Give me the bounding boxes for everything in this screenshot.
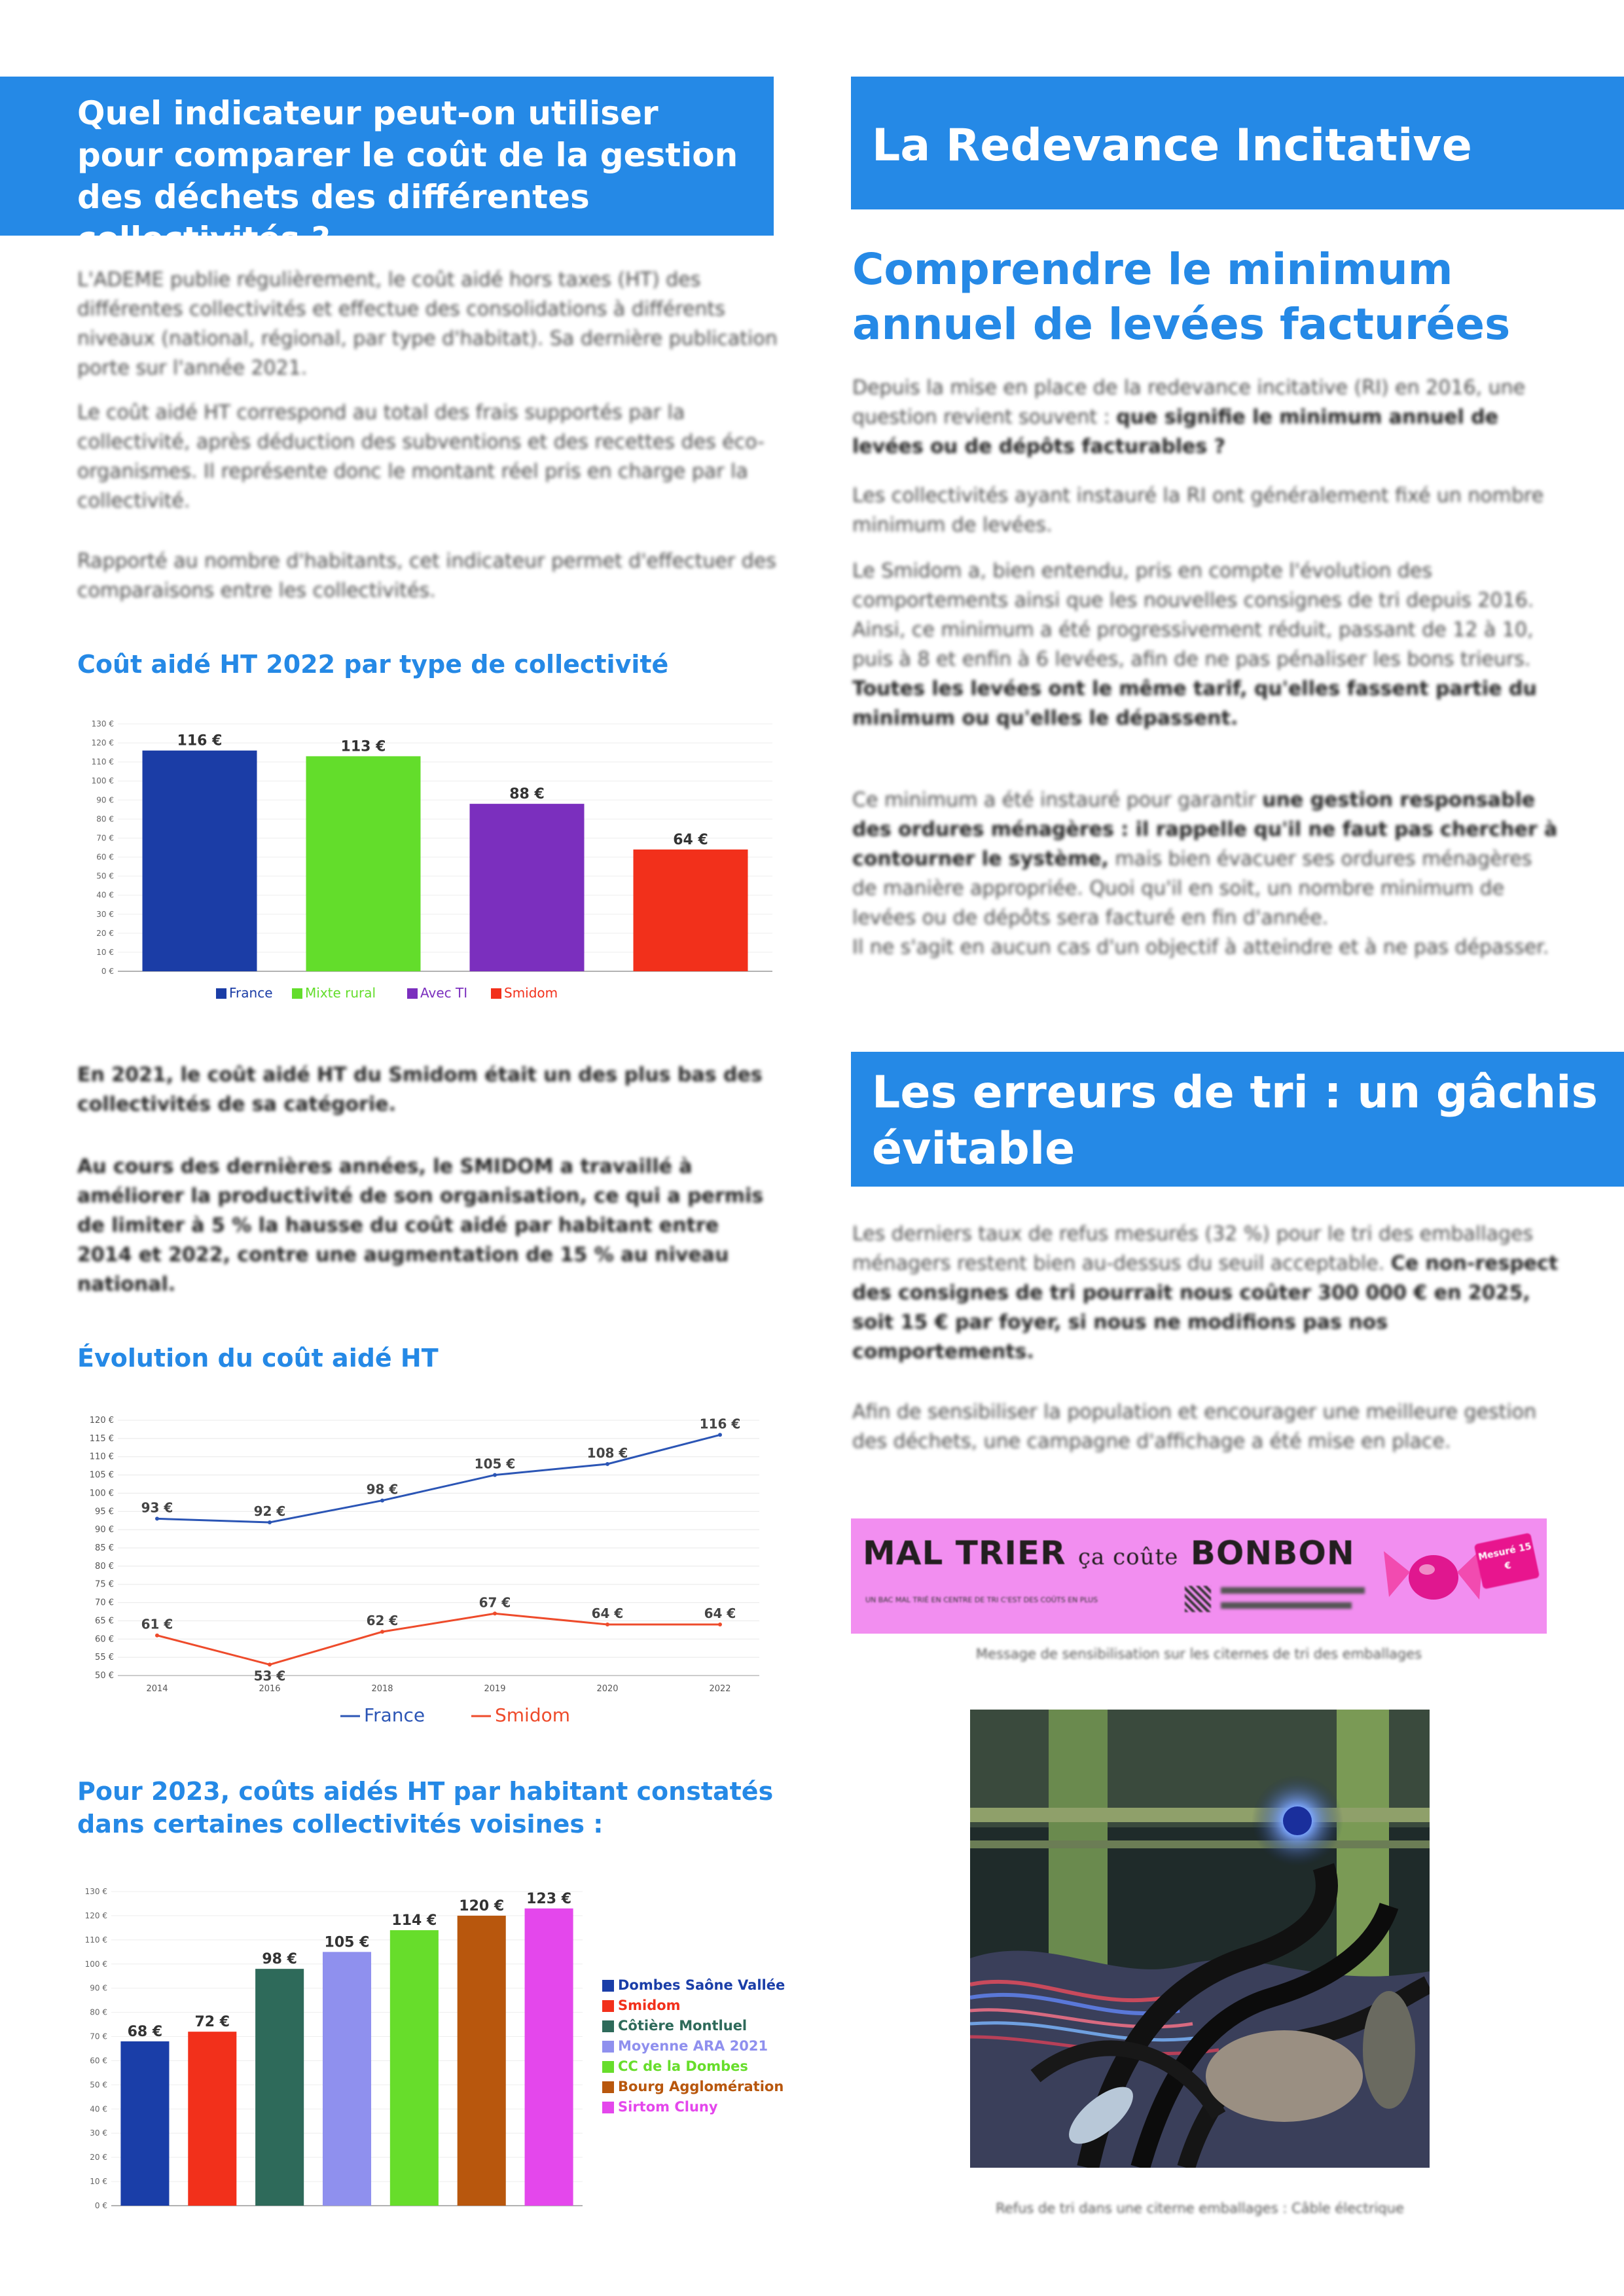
legend-swatch — [491, 988, 501, 999]
bar-avec-ti — [470, 804, 585, 971]
sensibilisation-poster — [851, 1518, 1547, 1634]
refus-bold: Ce non-respect des consignes de tri pourrait nous coûter 300 000 € en 2025, soit 15 € par foyer, si nous ne modifions pas nos comportements. — [852, 1252, 1559, 1363]
data-point — [718, 1623, 722, 1626]
y-tick-label: 80 € — [96, 814, 114, 824]
same-tariff-bold: Toutes les levées ont le même tarif, qu'elles fassent partie du minimum ou qu'elles le dépassent. — [852, 677, 1537, 730]
y-tick-label: 100 € — [91, 776, 114, 786]
garantir-paragraph — [852, 785, 1559, 962]
x-tick-label: 2018 — [371, 1684, 393, 1694]
ri-question-bold: que signifie le minimum annuel de levées ou de dépôts facturables ? — [852, 406, 1499, 458]
y-tick-label: 60 € — [95, 1634, 114, 1645]
legend-label: Sirtom Cluny — [618, 2099, 718, 2115]
refus-paragraph — [852, 1219, 1559, 1367]
legend-swatch — [602, 2081, 614, 2093]
refus-tri-photo — [970, 1710, 1430, 2168]
bar-value-label: 123 € — [526, 1890, 572, 1907]
chart3-title: Pour 2023, coûts aidés HT par habitant constatés dans certaines collectivités voisines : — [77, 1777, 774, 1839]
garantir-text: Ce minimum a été instauré pour garantir — [852, 789, 1263, 812]
campagne-paragraph: Afin de sensibiliser la population et encourager une meilleure gestion des déchets, une campagne d'affichage a été mise en place. — [852, 1401, 1537, 1453]
poster-url-line — [1221, 1587, 1365, 1594]
left-section-banner: Quel indicateur peut-on utiliser pour comparer le coût de la gestion des déchets des différentes collectivités ? — [0, 77, 774, 236]
chart-collectivites-voisines — [72, 1878, 812, 2219]
ri-question-text: Depuis la mise en place de la redevance incitative (RI) en 2016, une question revient souvent : — [852, 376, 1526, 429]
y-tick-label: 20 € — [96, 928, 114, 938]
chart2-title: Évolution du coût aidé HT — [77, 1344, 439, 1372]
y-tick-label: 130 € — [84, 1887, 107, 1896]
y-tick-label: 70 € — [96, 833, 114, 843]
poster-headline-a: MAL TRIER — [863, 1534, 1066, 1572]
data-label: 93 € — [141, 1499, 173, 1516]
data-label: 62 € — [366, 1613, 399, 1629]
poster-qr-code — [1185, 1586, 1211, 1612]
candy-icon — [1381, 1532, 1486, 1617]
y-tick-label: 10 € — [96, 947, 114, 957]
productivity-paragraph — [77, 1152, 778, 1299]
bar-value-label: 116 € — [177, 732, 223, 749]
minimum-levees-heading: Comprendre le minimum annuel de levées facturées — [852, 244, 1511, 350]
evolution-text: Le Smidom a, bien entendu, pris en compte l'évolution des comportements ainsi que les nouvelles consignes de tri depuis 2016. Ainsi, ce minimum a été progressivement réduit, passant de 12 à 10, puis à 8 et enfin à 6 levées, afin de ne pas pénaliser les bons trieurs. — [852, 560, 1534, 671]
data-point — [493, 1473, 497, 1477]
data-point — [380, 1630, 384, 1634]
bar-smidom — [188, 2032, 236, 2206]
poster-price-badge: Mesuré 15 € — [1474, 1533, 1540, 1590]
chart-cout-type-collectivite — [72, 707, 805, 1034]
data-label: 105 € — [474, 1456, 516, 1472]
legend-label: Côtière Montluel — [618, 2018, 748, 2034]
bar-dombes-sa-ne-vall-e — [120, 2041, 169, 2206]
y-tick-label: 30 € — [90, 2128, 107, 2138]
poster-headline — [863, 1534, 1355, 1572]
bar-mixte-rural — [306, 756, 421, 971]
smidom-2021-paragraph — [77, 1060, 778, 1119]
bar-value-label: 88 € — [509, 786, 545, 803]
legend-label: Moyenne ARA 2021 — [618, 2038, 768, 2054]
y-tick-label: 110 € — [84, 1935, 107, 1945]
legend-label: Smidom — [495, 1704, 571, 1726]
data-label: 64 € — [591, 1605, 624, 1621]
indicator-paragraph: Rapporté au nombre d'habitants, cet indicateur permet d'effectuer des comparaisons entre les collectivités. — [77, 550, 776, 602]
x-tick-label: 2022 — [709, 1684, 731, 1694]
data-point — [268, 1520, 272, 1524]
y-tick-label: 65 € — [95, 1616, 114, 1626]
y-tick-label: 90 € — [95, 1525, 114, 1535]
right-section-banner: La Redevance Incitative — [851, 77, 1624, 209]
data-point — [605, 1462, 609, 1466]
bar-smidom — [634, 850, 748, 971]
erreurs-tri-banner: Les erreurs de tri : un gâchis évitable — [851, 1052, 1624, 1187]
y-tick-label: 55 € — [95, 1653, 114, 1663]
bar-value-label: 72 € — [194, 2014, 230, 2031]
bar-value-label: 105 € — [324, 1934, 370, 1951]
legend-label: Mixte rural — [305, 985, 376, 1001]
x-tick-label: 2020 — [596, 1684, 619, 1694]
poster-headline-c: BONBON — [1190, 1534, 1355, 1572]
data-label: 92 € — [253, 1503, 286, 1519]
data-point — [155, 1516, 159, 1520]
y-tick-label: 0 € — [101, 967, 114, 976]
y-tick-label: 95 € — [95, 1507, 114, 1517]
evolution-paragraph — [852, 556, 1559, 733]
refus-text: Les derniers taux de refus mesurés (32 %) pour le tri des emballages ménagers restent bien au-dessus du seuil acceptable. — [852, 1223, 1534, 1275]
legend-label: France — [364, 1704, 425, 1726]
garantir-text-2: mais bien évacuer ses ordures ménagères de manière appropriée. Quoi qu'il en soit, un nombre minimum de levées ou de dépôts sera facturé en fin d'année. — [852, 848, 1532, 929]
data-label: 64 € — [704, 1605, 736, 1621]
poster-caption: Message de sensibilisation sur les citernes de tri des emballages — [975, 1646, 1422, 1662]
bar-value-label: 64 € — [673, 831, 708, 848]
bar-bourg-agglom-ration — [458, 1916, 506, 2206]
y-tick-label: 60 € — [96, 852, 114, 862]
y-tick-label: 50 € — [96, 871, 114, 881]
data-label: 61 € — [141, 1616, 173, 1632]
legend-swatch — [602, 2020, 614, 2032]
y-tick-label: 80 € — [95, 1561, 114, 1571]
chart-evolution-cout — [72, 1401, 805, 1741]
bar-cc-de-la-dombes — [390, 1930, 439, 2206]
data-point — [605, 1623, 609, 1626]
y-tick-label: 40 € — [90, 2104, 107, 2114]
y-tick-label: 50 € — [95, 1671, 114, 1681]
garantir-bold: une gestion responsable des ordures ménagères : il rappelle qu'il ne faut pas chercher à contourner le système, — [852, 789, 1558, 870]
y-tick-label: 90 € — [96, 795, 114, 805]
bar-value-label: 98 € — [262, 1951, 297, 1968]
objectif-text: Il ne s'agit en aucun cas d'un objectif à atteindre et à ne pas dépasser. — [852, 936, 1549, 959]
legend-swatch — [602, 2041, 614, 2053]
data-point — [268, 1662, 272, 1666]
y-tick-label: 30 € — [96, 909, 114, 919]
legend-swatch — [602, 1980, 614, 1992]
legend-label: Smidom — [504, 985, 558, 1001]
y-tick-label: 50 € — [90, 2080, 107, 2090]
y-tick-label: 105 € — [89, 1470, 114, 1480]
legend-label: CC de la Dombes — [618, 2058, 748, 2074]
y-tick-label: 20 € — [90, 2153, 107, 2162]
data-point — [380, 1499, 384, 1503]
y-tick-label: 110 € — [91, 757, 114, 767]
data-point — [718, 1433, 722, 1437]
ri-question-paragraph — [852, 373, 1559, 461]
data-point — [155, 1634, 159, 1638]
bar-moyenne-ara-2021 — [323, 1952, 371, 2206]
bar-value-label: 68 € — [127, 2023, 163, 2040]
legend-swatch — [602, 2102, 614, 2113]
legend-label: Dombes Saône Vallée — [618, 1977, 785, 1993]
data-label: 116 € — [699, 1416, 741, 1432]
y-tick-label: 115 € — [89, 1433, 114, 1444]
photo-caption: Refus de tri dans une citerne emballages : Câble électrique — [996, 2200, 1404, 2216]
data-label: 98 € — [366, 1481, 399, 1498]
bar-value-label: 113 € — [340, 738, 386, 755]
legend-label: France — [229, 985, 273, 1001]
y-tick-label: 70 € — [90, 2032, 107, 2041]
legend-swatch — [216, 988, 226, 999]
legend-swatch — [407, 988, 418, 999]
y-tick-label: 60 € — [90, 2056, 107, 2066]
y-tick-label: 120 € — [91, 738, 114, 748]
minimum-paragraph: Les collectivités ayant instauré la RI ont généralement fixé un nombre minimum de levées. — [852, 484, 1544, 537]
x-tick-label: 2016 — [259, 1684, 281, 1694]
bar-france — [143, 751, 257, 971]
smidom-2021-bold: En 2021, le coût aidé HT du Smidom était un des plus bas des collectivités de sa catégorie. — [77, 1064, 763, 1116]
bar-value-label: 120 € — [459, 1897, 505, 1914]
legend-swatch — [602, 2061, 614, 2073]
y-tick-label: 100 € — [89, 1488, 114, 1499]
poster-headline-b: ça coûte — [1078, 1544, 1179, 1570]
y-tick-label: 85 € — [95, 1543, 114, 1553]
y-tick-label: 100 € — [84, 1959, 107, 1969]
chart1-title: Coût aidé HT 2022 par type de collectivité — [77, 650, 669, 679]
poster-url-line-2 — [1221, 1602, 1352, 1609]
ademe-paragraph: L'ADEME publie régulièrement, le coût aidé hors taxes (HT) des différentes collectivités et effectue des consolidations à différents niveaux (national, régional, par type d'habitat). Sa dernière publication porte sur l'année 2021. — [77, 268, 778, 380]
y-tick-label: 120 € — [84, 1910, 107, 1920]
y-tick-label: 90 € — [90, 1983, 107, 1993]
x-tick-label: 2014 — [146, 1684, 168, 1694]
legend-swatch — [292, 988, 302, 999]
y-tick-label: 120 € — [89, 1416, 114, 1426]
legend-swatch — [602, 2000, 614, 2012]
legend-label: Bourg Agglomération — [618, 2079, 784, 2094]
y-tick-label: 70 € — [95, 1598, 114, 1608]
y-tick-label: 130 € — [91, 719, 114, 728]
series-line-france — [157, 1435, 720, 1522]
y-tick-label: 0 € — [94, 2201, 107, 2210]
x-tick-label: 2019 — [484, 1684, 506, 1694]
cout-aide-paragraph: Le coût aidé HT correspond au total des frais supportés par la collectivité, après déduction des subventions et des recettes des éco-organismes. Il représente donc le montant réel pris en charge par la collectivité. — [77, 401, 765, 512]
productivity-bold: Au cours des dernières années, le SMIDOM a travaillé à améliorer la productivité de son organisation, ce qui a permis de limiter à 5 % la hausse du coût aidé par habitant entre 2014 et 2022, contre une augmentation de 15 % au niveau national. — [77, 1155, 764, 1296]
y-tick-label: 75 € — [95, 1579, 114, 1590]
data-point — [493, 1611, 497, 1615]
bar-sirtom-cluny — [525, 1909, 573, 2206]
legend-label: Avec TI — [420, 985, 468, 1001]
data-label: 67 € — [478, 1594, 511, 1611]
y-tick-label: 40 € — [96, 890, 114, 900]
data-label: 53 € — [253, 1668, 286, 1684]
legend-label: Smidom — [618, 1998, 681, 2013]
y-tick-label: 80 € — [90, 2007, 107, 2017]
y-tick-label: 110 € — [89, 1452, 114, 1462]
bar-value-label: 114 € — [391, 1912, 437, 1929]
data-label: 108 € — [586, 1444, 628, 1461]
cable-photo-illustration — [970, 1710, 1430, 2168]
bar-c-ti-re-montluel — [255, 1969, 304, 2206]
poster-fine-print: UN BAC MAL TRIÉ EN CENTRE DE TRI C'EST DES COÛTS EN PLUS — [865, 1596, 1098, 1604]
y-tick-label: 10 € — [90, 2177, 107, 2187]
